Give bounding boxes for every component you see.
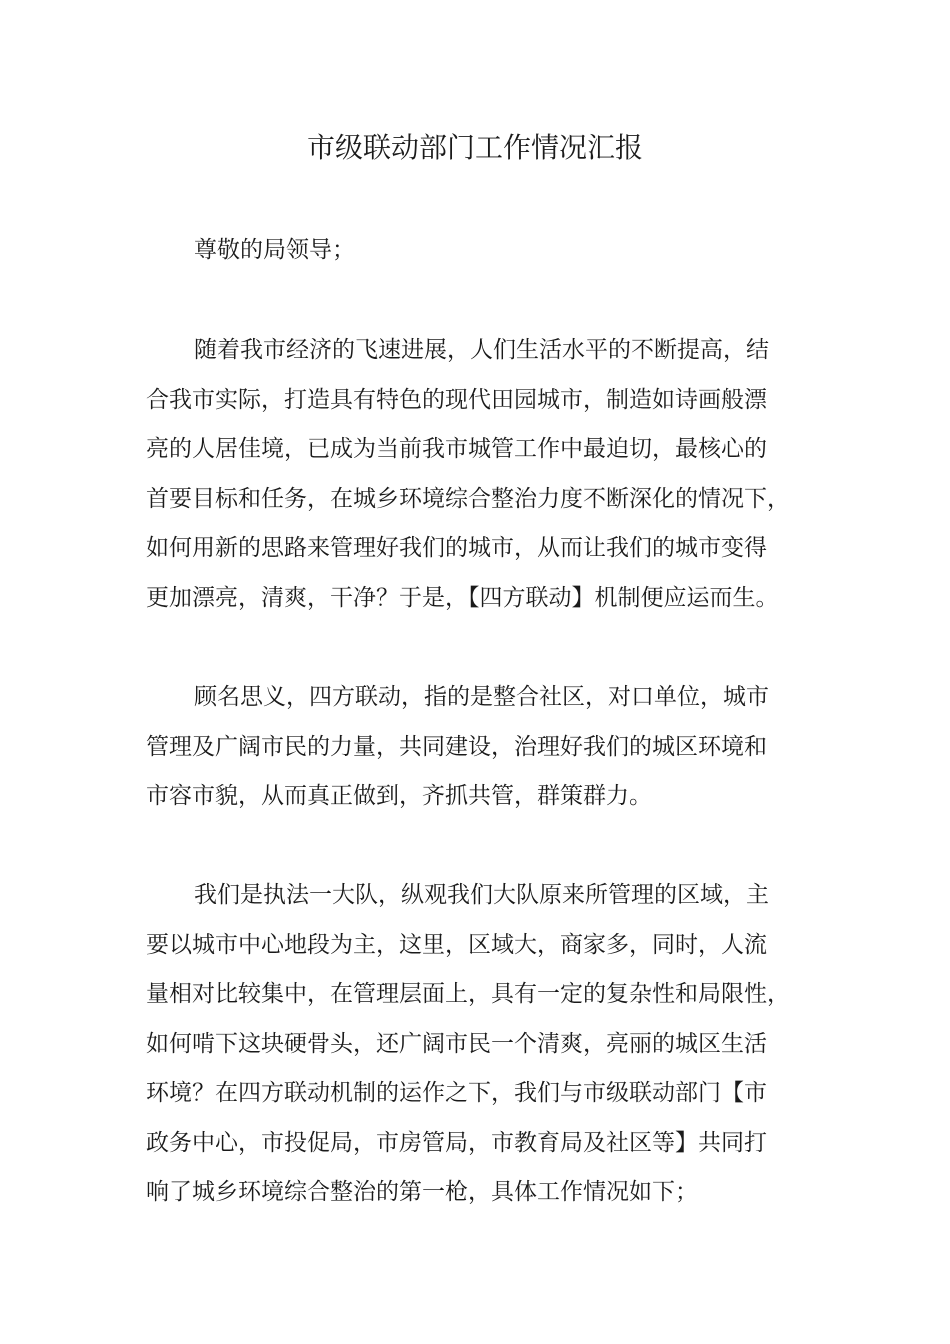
paragraph-2 (146, 673, 826, 822)
salutation (146, 226, 826, 276)
paragraph-line: 顾名思义，四方联动，指的是整合社区，对口单位，城市 (194, 684, 769, 710)
paragraph-line: 环境？在四方联动机制的运作之下，我们与市级联动部门【市 (146, 1080, 767, 1106)
document-title: 市级联动部门工作情况汇报 (306, 131, 643, 164)
paragraph-1 (146, 326, 826, 623)
paragraph-line: 如何用新的思路来管理好我们的城市，从而让我们的城市变得 (146, 535, 767, 561)
paragraph-line: 量相对比较集中，在管理层面上，具有一定的复杂性和局限性， (146, 981, 790, 1007)
paragraph-line: 随着我市经济的飞速进展，人们生活水平的不断提高，结 (194, 337, 769, 363)
paragraph-line: 响了城乡环境综合整治的第一枪，具体工作情况如下； (146, 1179, 698, 1205)
paragraph-line: 我们是执法一大队，纵观我们大队原来所管理的区域，主 (194, 882, 769, 908)
paragraph-line: 市容市貌，从而真正做到，齐抓共管，群策群力。 (146, 783, 652, 809)
paragraph-line: 首要目标和任务，在城乡环境综合整治力度不断深化的情况下， (146, 485, 790, 512)
paragraph-3 (146, 871, 826, 1218)
paragraph-line: 管理及广阔市民的力量，共同建设，治理好我们的城区环境和 (146, 733, 767, 760)
paragraph-line: 亮的人居佳境，已成为当前我市城管工作中最迫切，最核心的 (146, 436, 767, 462)
paragraph-line: 如何啃下这块硬骨头，还广阔市民一个清爽，亮丽的城区生活 (146, 1030, 767, 1057)
paragraph-line: 政务中心，市投促局，市房管局，市教育局及社区等】共同打 (146, 1129, 767, 1156)
paragraph-line: 更加漂亮，清爽，干净？于是，【四方联动】机制便应运而生。 (146, 584, 779, 611)
paragraph-line: 要以城市中心地段为主，这里，区域大，商家多，同时，人流 (146, 931, 767, 958)
paragraph-line: 合我市实际，打造具有特色的现代田园城市，制造如诗画般漂 (146, 386, 767, 413)
salutation-text: 尊敬的局领导； (194, 237, 355, 263)
